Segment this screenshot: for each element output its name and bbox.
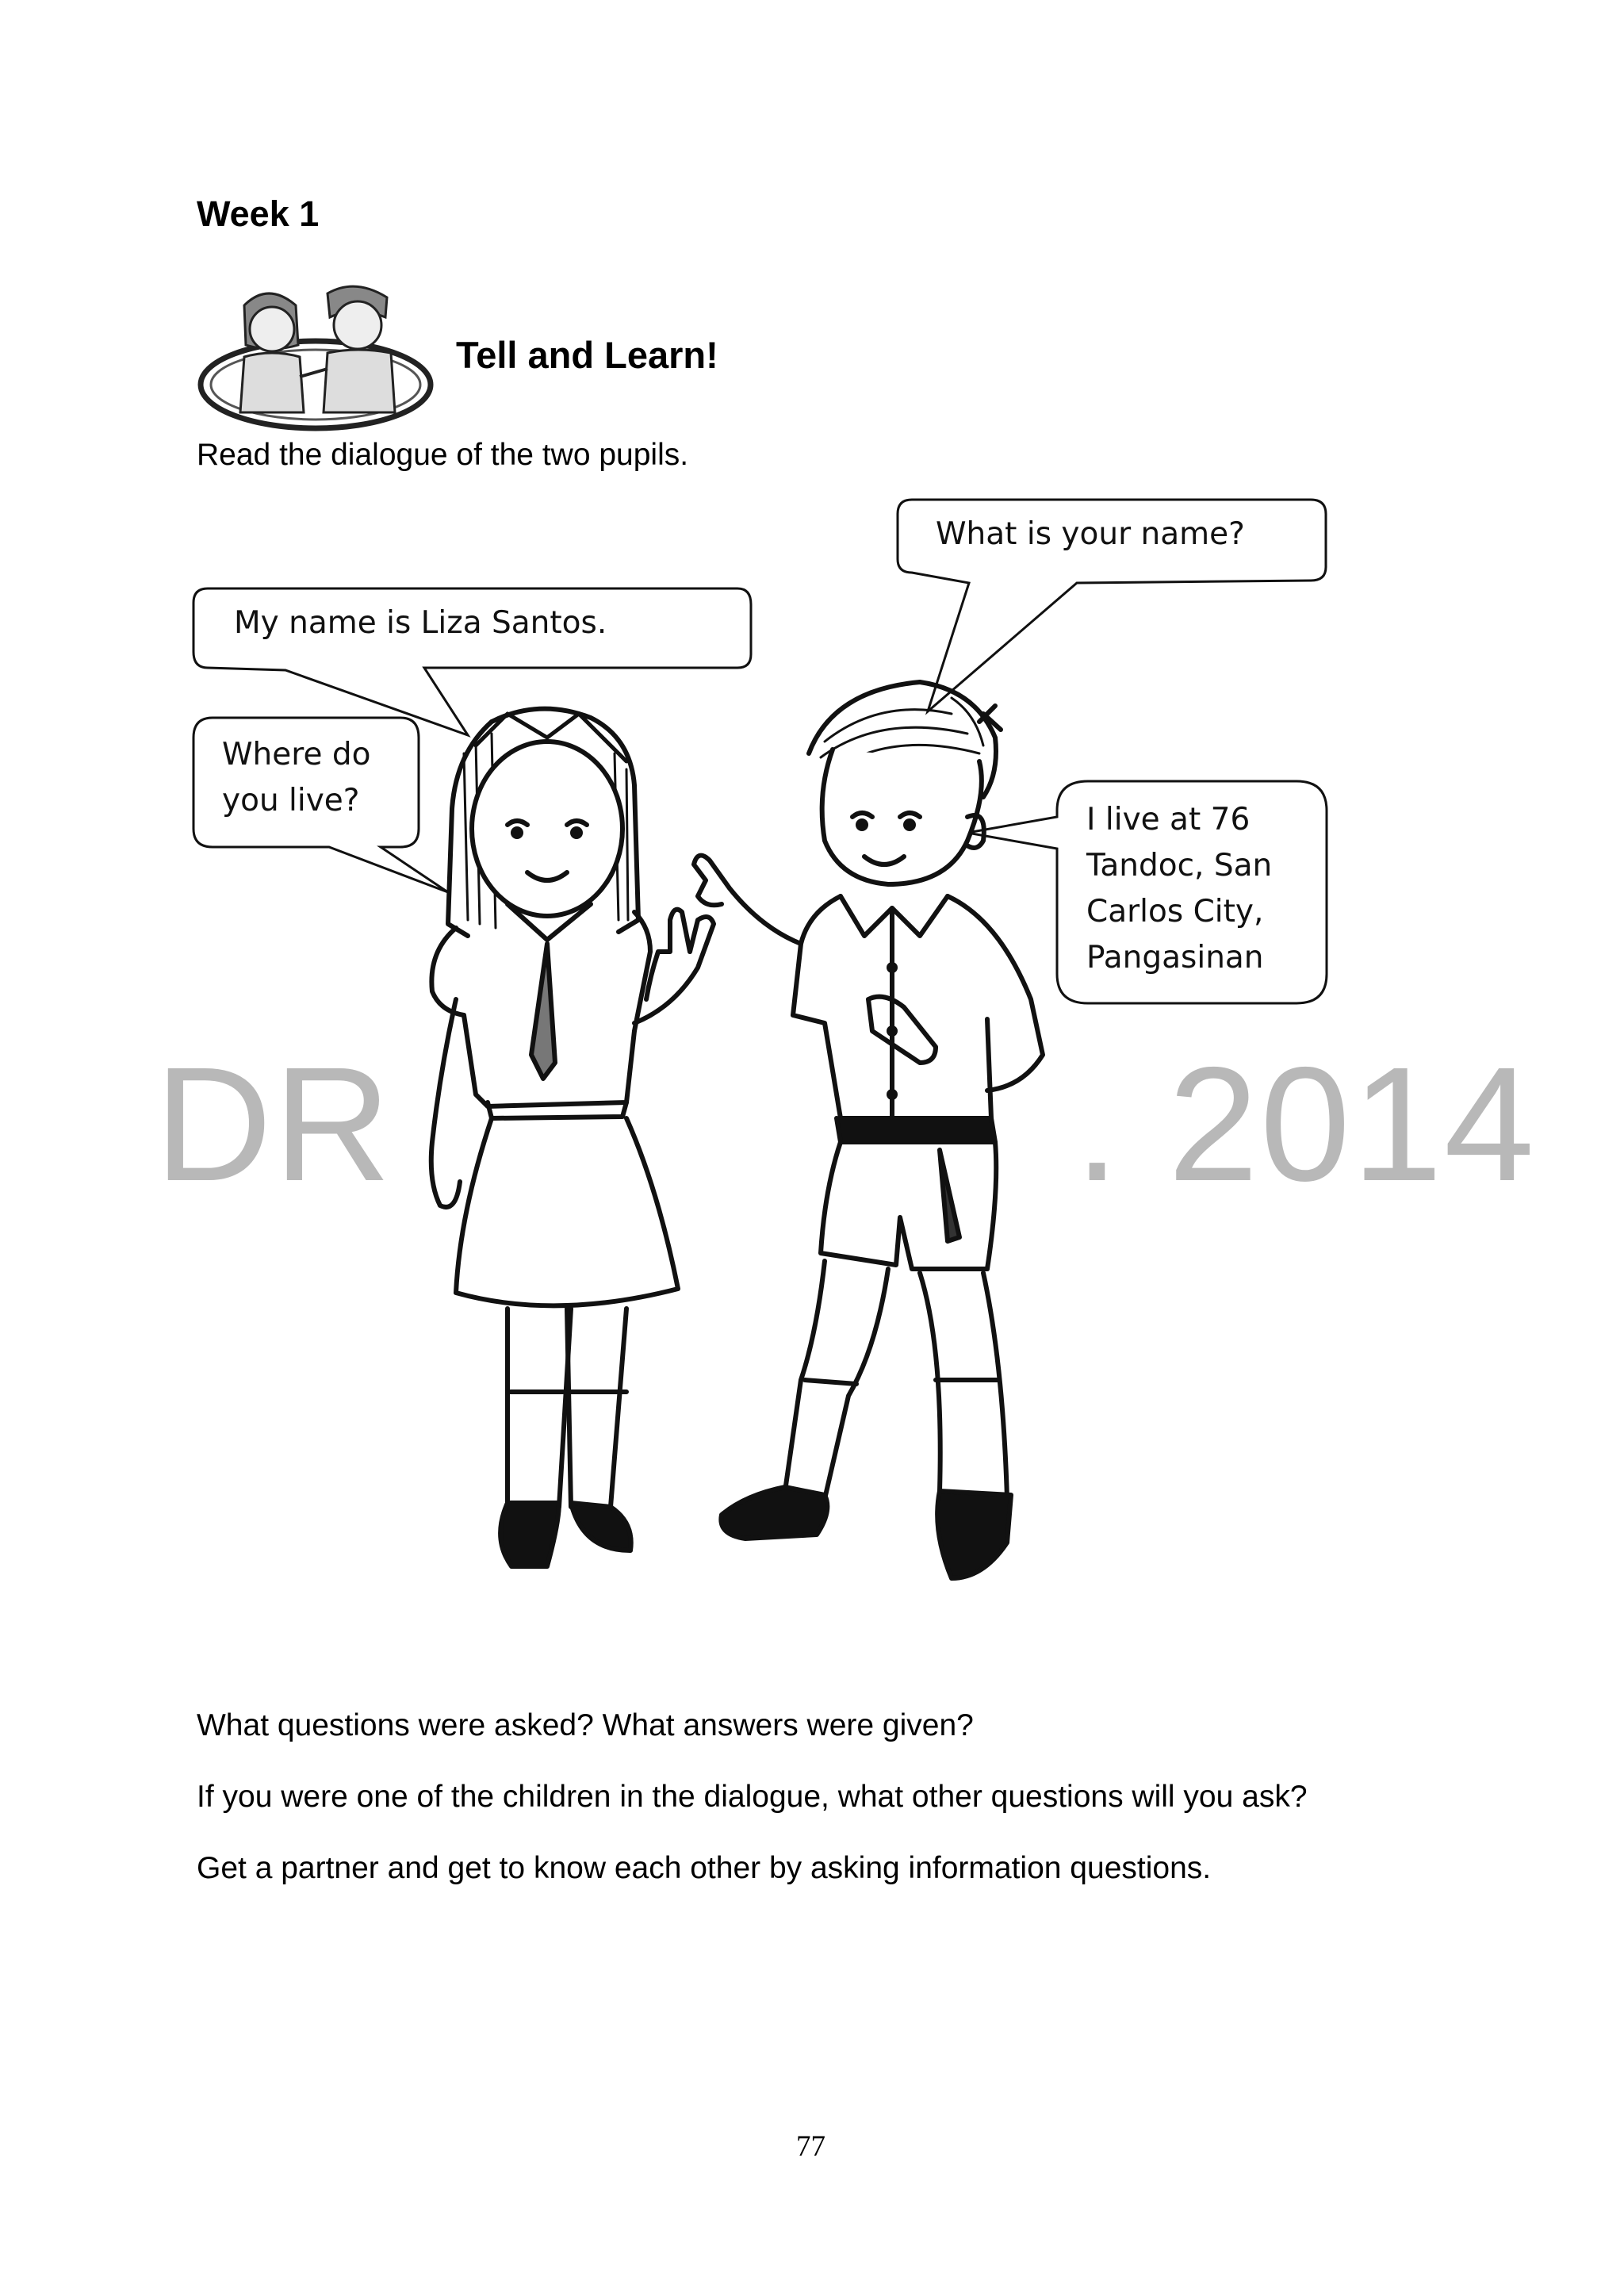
question-text: Get a partner and get to know each other by asking information questions. [197,1851,1212,1885]
draft-watermark-left: DR [155,1033,393,1215]
boy-figure [694,682,1043,1578]
boy-answer-line: Tandoc, San [1086,848,1273,884]
question-text: If you were one of the children in the dialogue, what other questions will you ask? [197,1780,1308,1814]
girl-figure [431,709,714,1566]
section-title: Tell and Learn! [456,334,718,376]
question-text: What questions were asked? What answers were given? [197,1708,974,1742]
week-heading: Week 1 [197,194,320,234]
page-number: 77 [796,2130,825,2163]
boy-answer-text [1086,797,1272,981]
boy-answer-line: Carlos City, [1086,894,1264,930]
boy-answer-line: Pangasinan [1086,940,1264,976]
boy-question-text: What is your name? [936,516,1245,552]
girl-question-text [222,732,370,824]
girl-question-line: you live? [222,783,360,818]
boy-answer-line: I live at 76 [1086,802,1251,838]
instruction-text: Read the dialogue of the two pupils. [197,438,689,472]
girl-answer-text: My name is Liza Santos. [234,605,607,641]
draft-watermark-right: . 2014 [1074,1033,1536,1215]
girl-question-line: Where do [222,737,371,772]
